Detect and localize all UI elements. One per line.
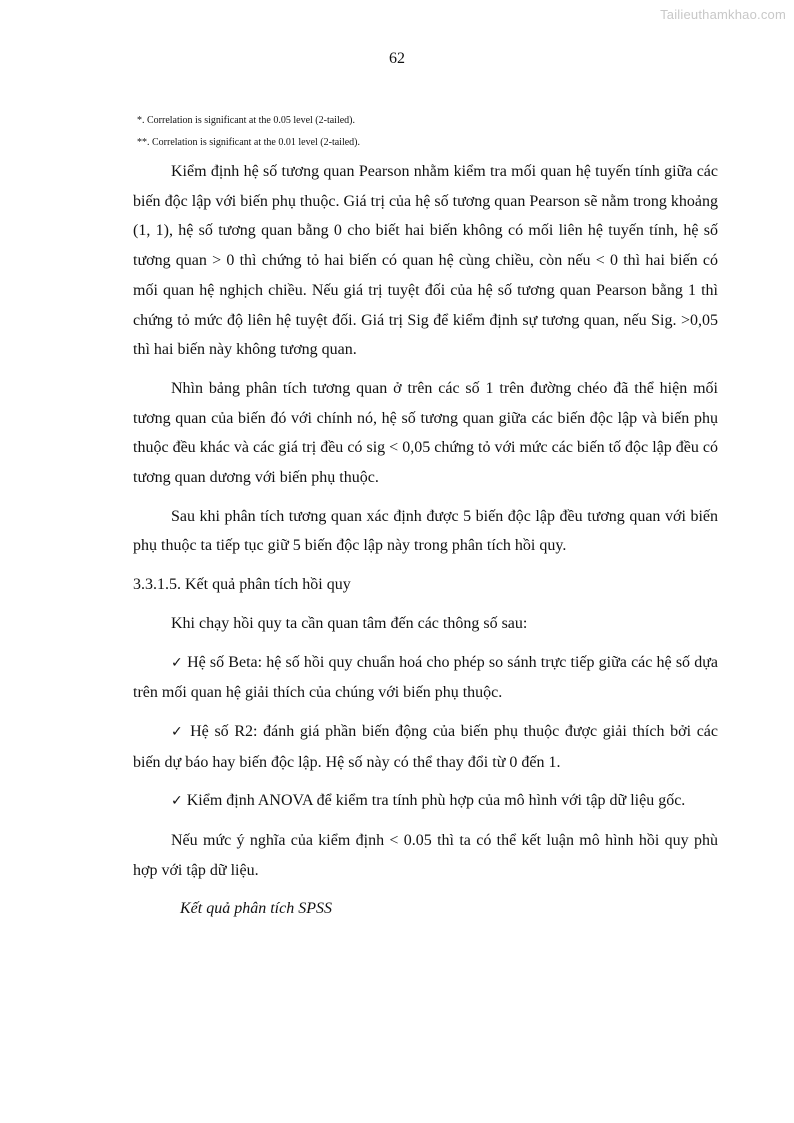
- check-icon: ✓: [171, 723, 185, 740]
- check-item-text: Hệ số Beta: hệ số hồi quy chuẩn hoá cho phép so sánh trực tiếp giữa các hệ số dựa trên mối quan hệ giải thích của chúng với biến phụ thuộc.: [133, 653, 718, 702]
- footnote-significance-005: *. Correlation is significant at the 0.05 level (2-tailed).: [137, 115, 355, 126]
- paragraph-pearson-test: Kiểm định hệ số tương quan Pearson nhằm kiểm tra mối quan hệ tuyến tính giữa các biến độc lập với biến phụ thuộc. Giá trị của hệ số tương quan Pearson sẽ nằm trong khoảng (1, 1), hệ số tương quan bằng 0 cho biết hai biến không có mối liên hệ tuyến tính, hệ số tương quan > 0 thì chứng tỏ hai biến có quan hệ cùng chiều, còn nếu < 0 thì hai biến có mối quan hệ nghịch chiều. Nếu giá trị tuyệt đối của hệ số tương quan Pearson bằng 1 thì chứng tỏ mức độ liên hệ tuyệt đối. Giá trị Sig để kiểm định sự tương quan, nếu Sig. >0,05 thì hai biến này không tương quan.: [133, 163, 718, 359]
- paragraph-regression-intro: Khi chạy hồi quy ta cần quan tâm đến các thông số sau:: [171, 614, 528, 632]
- page-content: [133, 110, 718, 924]
- footnote-significance-001: **. Correlation is significant at the 0.01 level (2-tailed).: [137, 137, 360, 148]
- paragraph-correlation-table: Nhìn bảng phân tích tương quan ở trên các số 1 trên đường chéo đã thể hiện mối tương quan của biến đó với chính nó, hệ số tương quan giữa các biến độc lập và biến phụ thuộc đều khác và các giá trị đều có sig < 0,05 chứng tỏ với mức các biến tố độc lập đều có tương quan dương với biến phụ thuộc.: [133, 379, 718, 487]
- watermark: Tailieuthamkhao.com: [660, 7, 786, 22]
- check-icon: ✓: [171, 793, 183, 810]
- check-item-text: Kiểm định ANOVA để kiểm tra tính phù hợp của mô hình với tập dữ liệu gốc.: [186, 792, 686, 810]
- check-icon: ✓: [171, 654, 183, 671]
- check-item-beta: [133, 648, 718, 708]
- check-item-anova: [133, 786, 718, 817]
- spss-results-caption: Kết quả phân tích SPSS: [180, 900, 332, 918]
- page-number: 62: [389, 50, 405, 67]
- paragraph-conclusion: Nếu mức ý nghĩa của kiểm định < 0.05 thì ta có thể kết luận mô hình hồi quy phù hợp với tập dữ liệu.: [133, 832, 718, 879]
- check-item-text: Hệ số R2: đánh giá phần biến động của biến phụ thuộc được giải thích bởi các biến dự báo hay biến độc lập. Hệ số này có thể thay đổi từ 0 đến 1.: [133, 722, 719, 771]
- check-item-r2: [133, 717, 718, 777]
- section-heading: 3.3.1.5. Kết quả phân tích hồi quy: [133, 576, 351, 594]
- paragraph-regression-transition: Sau khi phân tích tương quan xác định được 5 biến độc lập đều tương quan với biến phụ thuộc ta tiếp tục giữ 5 biến độc lập này trong phân tích hồi quy.: [133, 507, 718, 555]
